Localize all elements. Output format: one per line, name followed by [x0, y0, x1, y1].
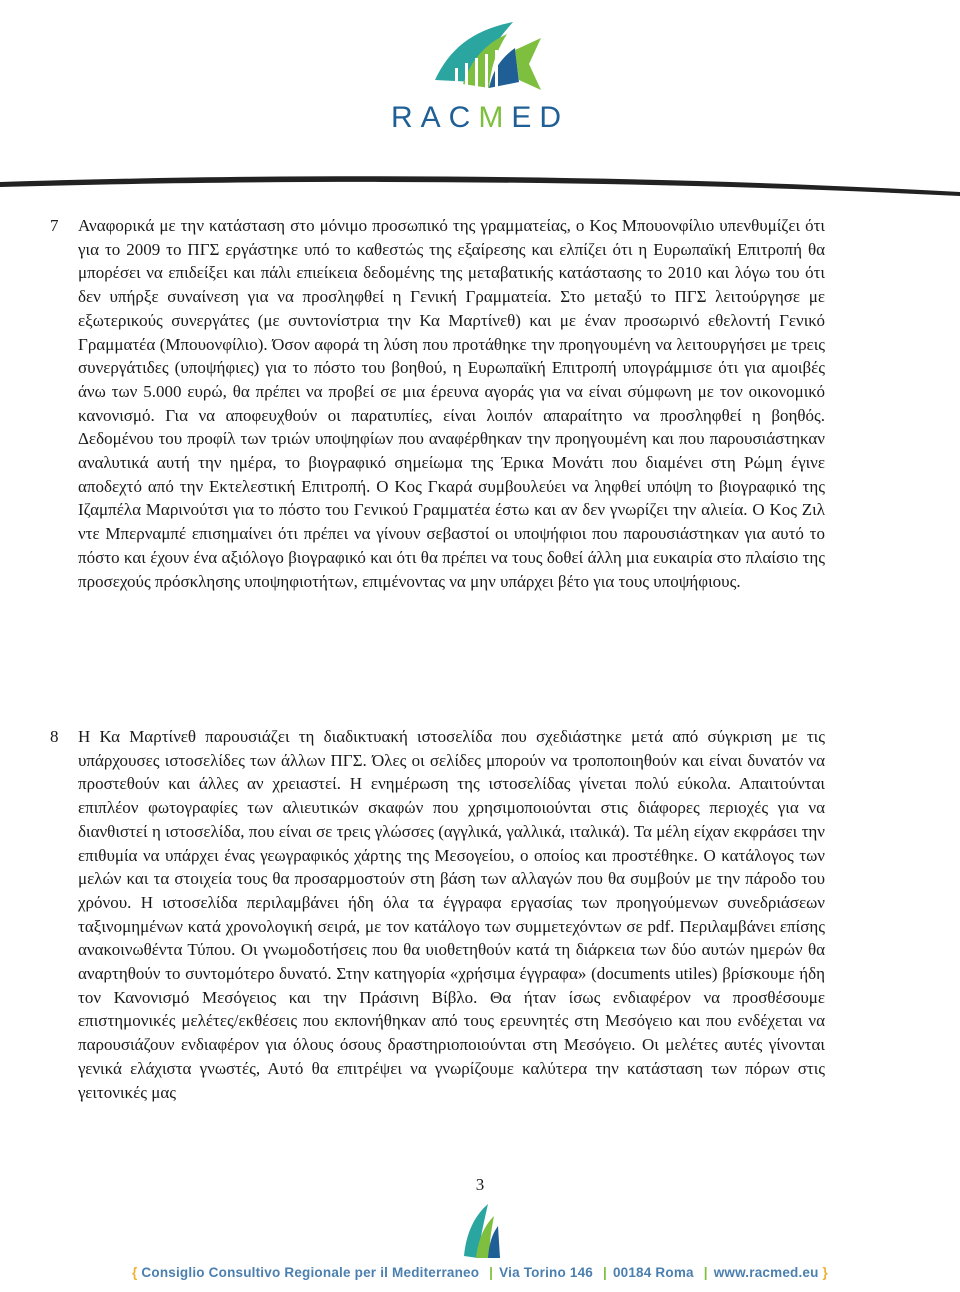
footer-org: Consiglio Consultivo Regionale per il Mediterraneo: [141, 1265, 480, 1280]
footer-postcode: 00184 Roma: [612, 1265, 694, 1280]
racmed-fish-logo-icon: [415, 8, 545, 98]
wordmark-part-ed: ED: [511, 101, 570, 134]
page-number: 3: [475, 1175, 485, 1194]
footer-website[interactable]: www.racmed.eu: [713, 1265, 819, 1280]
section-number: 7: [50, 216, 59, 235]
footer-separator: |: [602, 1265, 607, 1280]
footer-close-brace: }: [822, 1265, 828, 1280]
section-paragraph: Αναφορικά με την κατάσταση στο μόνιμο προσωπικό της γραμματείας, ο Κος Μπουονφίλιο υπενθυμίζει ότι για το 2009 το ΠΓΣ εργάστηκε υπό το καθεστώς της εξαίρεσης και ελπίζει ότι η Ευρωπαϊκή Επιτροπή θα μπορέσει να επιδείξει και πάλι επιείκεια δεδομένης της μεταβατικής κατάστασης το 2010 και λόγω του ότι δεν υπήρξε συναίνεση για να προσληφθεί η Γενική Γραμματεία. Στο μεταξύ το ΠΓΣ λειτούργησε με εξωτερικούς συνεργάτες (με συντονίστρια την Κα Μαρτίνεθ) και με έναν προσωρινό εθελοντή Γενικό Γραμματέα (Μπουονφίλιο). Όσον αφορά τη λύση που προτάθηκε την προηγουμένη να λειτουργήσει με τρεις συνεργάτιδες (υποψήφιες) για το πόστο του βοηθού, η Ευρωπαϊκή Επιτροπή υπογράμμισε ότι για αμοιβές άνω των 5.000 ευρώ, θα πρέπει να προβεί σε μια έρευνα αγοράς για να είναι σύμφωνη με τον οικονομικό κανονισμό. Για να αποφευχθούν οι παρατυπίες, είναι λοιπόν απαραίτητο να προσληφθεί η βοηθός. Δεδομένου του προφίλ των τριών υποψηφίων που αναφέρθηκαν την προηγουμένη και που παρουσιάστηκαν αναλυτικά αυτή την ημέρα, το βιογραφικό σημείωμα της Έρικα Μονάτι που διαμένει στη Ρώμη έγινε αποδεχτό από την Εκτελεστική Επιτροπή. Ο Κος Γκαρά συμβουλεύει να ληφθεί υπόψη το βιογραφικό της Ιζαμπέλα Μαρινούτσι για το πόστο του Γενικού Γραμματέα έστω και αν δεν γνωρίζει την αλιεία. Ο Κος Ζιλ ντε Μπερναμπέ επισημαίνει ότι πρέπει να γίνουν σεβαστοί οι υποψήφιοι που παρουσιάστηκαν για αυτό το πόστο και έχουν ένα αξιόλογο βιογραφικό και ότι θα πρέπει να τους δοθεί άλλη μια ευκαιρία στο πλαίσιο της προσεχούς πρόσκλησης υποψηφιοτήτων, επιμένοντας να μην υπάρχει βέτο για τους υποψήφιους.: [78, 216, 825, 591]
footer-address: [0, 1265, 960, 1280]
footer-separator: |: [703, 1265, 708, 1280]
footer-fish-logo-icon: [458, 1198, 502, 1260]
footer-separator: |: [489, 1265, 494, 1280]
section-paragraph: Η Κα Μαρτίνεθ παρουσιάζει τη διαδικτυακή ιστοσελίδα που σχεδιάστηκε μετά από σύγκριση με τις υπάρχουσες ιστοσελίδες των άλλων ΠΓΣ. Όλες οι σελίδες μπορούν να τροποποιηθούν και είναι δυνατόν να προστεθούν και άλλες αν χρειαστεί. Η ενημέρωση της ιστοσελίδας γίνεται πολύ εύκολα. Απαιτούνται επιπλέον φωτογραφίες των αλιευτικών σκαφών που χρησιμοποιούνται στις διάφορες περιοχές για να διανθιστεί η ιστοσελίδα, που είναι σε τρεις γλώσσες (αγγλικά, γαλλικά, ιταλικά). Τα μέλη είχαν εκφράσει την επιθυμία να υπάρχει ένας γεωγραφικός χάρτης της Μεσογείου, ο οποίος και προστέθηκε. Ο κατάλογος των μελών και τα στοιχεία τους θα προσαρμοστούν στη βάση των αλλαγών που θα συμβούν με την πάροδο του χρόνου. Η ιστοσελίδα περιλαμβάνει ήδη όλα τα έγγραφα εργασίας των προηγούμενων συνεδριάσεων ταξινομημένων κατά χρονολογική σειρά, με τον κατάλογο των συμμετεχόντων σε pdf. Περιλαμβάνει επίσης ανακοινωθέντα Τύπου. Οι γνωμοδοτήσεις που θα υιοθετηθούν κατά τη διάρκεια των δύο αυτών ημερών θα αναρτηθούν το συντομότερο δυνατό. Στην κατηγορία «χρήσιμα έγγραφα» (documents utiles) βρίσκουμε ήδη τον Κανονισμό Μεσόγειος και την Πράσινη Βίβλο. Θα ήταν ίσως ενδιαφέρον να προσθέσουμε επιστημονικές μελέτες/εκθέσεις που εκπονήθηκαν από τους ερευνητές στη Μεσόγειο και που ενδέχεται να παρουσιάζουν ενδιαφέρον για όλους όσους δραστηριοποιούνται στη Μεσόγειο. Οι μελέτες αυτές γίνονται γενικά ελάχιστα γνωστές, Αυτό θα επιτρέψει να γνωρίζουμε καλύτερα την κατάσταση των πόρων στις γειτονικές μας: [78, 727, 825, 1102]
page-header: [0, 0, 960, 210]
header-swoosh-line: [0, 160, 960, 204]
wordmark-accent: M: [478, 101, 512, 134]
wordmark-part-rac: RAC: [390, 101, 479, 134]
racmed-wordmark: [0, 101, 960, 135]
footer-open-brace: {: [132, 1265, 138, 1280]
footer-street: Via Torino 146: [499, 1265, 593, 1280]
section-number: 8: [50, 727, 59, 746]
